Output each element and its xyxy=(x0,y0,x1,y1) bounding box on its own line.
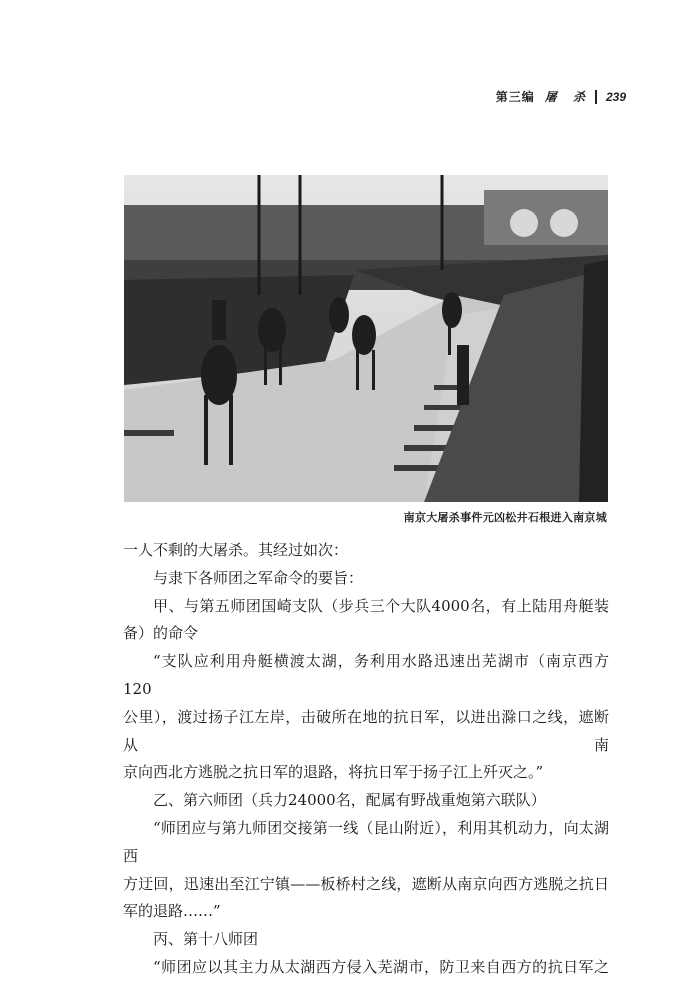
photo-caption: 南京大屠杀事件元凶松井石根进入南京城 xyxy=(403,511,607,524)
text-line: 方迂回，迅速出至江宁镇——板桥村之线，遮断从南京向西方逃脱之抗日 xyxy=(123,874,609,893)
text-line: 备）的命令 xyxy=(123,624,199,643)
text-line: 甲、与第五师团国崎支队（步兵三个大队4000名，有上陆用舟艇装 xyxy=(153,596,609,615)
body-text xyxy=(123,537,609,982)
page-number: 239 xyxy=(605,89,626,104)
text-line: “师团应以其主力从太湖西方侵入芜湖市，防卫来自西方的抗日军之 xyxy=(153,957,609,976)
running-header xyxy=(496,88,626,105)
text-line: 与隶下各师团之军命令的要旨： xyxy=(153,568,364,587)
part-label: 第三编 xyxy=(495,90,535,104)
text-line: “支队应利用舟艇横渡太湖，务利用水路迅速出芜湖市（南京西方120 xyxy=(123,652,609,698)
text-line: 军的退路……” xyxy=(123,902,221,921)
text-line: 乙、第六师团（兵力24000名，配属有野战重炮第六联队） xyxy=(153,791,546,810)
text-line: “师团应与第九师团交接第一线（昆山附近），利用其机动力，向太湖西 xyxy=(123,818,609,865)
text-line: 一人不剩的大屠杀。其经过如次： xyxy=(123,541,349,559)
chapter-title: 屠 杀 xyxy=(544,90,591,104)
historical-photo xyxy=(124,175,608,502)
text-line: 公里），渡过扬子江左岸，击破所在地的抗日军，以进出滁口之线，遮断从南 xyxy=(123,707,609,754)
text-line: 丙、第十八师团 xyxy=(153,930,259,949)
photo-illustration xyxy=(124,175,608,502)
header-divider xyxy=(595,90,597,104)
text-line: 京向西北方逃脱之抗日军的退路，将抗日军于扬子江上歼灭之。” xyxy=(123,763,544,782)
